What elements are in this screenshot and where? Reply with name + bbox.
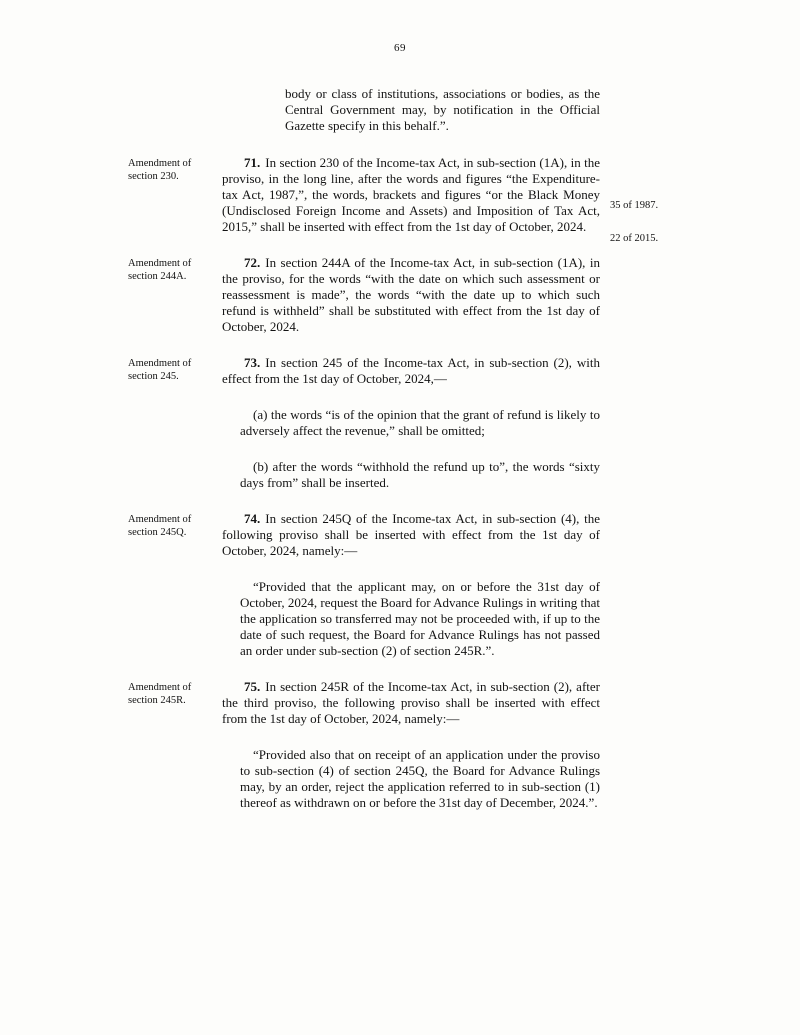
paragraph-75	[222, 679, 600, 727]
paragraph-number: 73.	[244, 355, 261, 370]
amendment-section-72	[128, 255, 800, 355]
proviso-245R: “Provided also that on receipt of an application under the proviso to sub-section (4) of section 245Q, the Board for Advance Rulings may, by an order, reject the application referred to in sub-section (1) thereof as withdrawn on or before the 31st day of December, 2024.”.	[240, 747, 600, 810]
clause-a: (a) the words “is of the opinion that the grant of refund is likely to adversely affect the revenue,” shall be omitted;	[240, 407, 600, 438]
paragraph-72	[222, 255, 600, 335]
margin-note-section-245R: Amendment of section 245R.	[128, 682, 192, 706]
citation-note-22-of-2015: 22 of 2015.	[610, 233, 659, 244]
section-content	[222, 511, 600, 679]
document-body	[0, 86, 800, 831]
section-content	[222, 355, 600, 511]
paragraph-71	[222, 155, 600, 235]
section-content	[222, 679, 600, 831]
paragraph-73	[222, 355, 600, 387]
amendment-section-74	[128, 511, 800, 679]
section-content	[222, 155, 659, 255]
margin-note-section-230: Amendment of section 230.	[128, 158, 192, 182]
amendment-section-75	[128, 679, 800, 831]
margin-note-section-244A: Amendment of section 244A.	[128, 258, 192, 282]
amendment-section-73	[128, 355, 800, 511]
paragraph-number: 75.	[244, 679, 261, 694]
section-content	[222, 255, 600, 355]
margin-note-section-245: Amendment of section 245.	[128, 358, 192, 382]
page-number: 69	[394, 42, 406, 54]
amendment-section-71	[128, 155, 800, 255]
paragraph-number: 74.	[244, 511, 261, 526]
proviso-245Q: “Provided that the applicant may, on or before the 31st day of October, 2024, request the Board for Advance Rulings in writing that the application so transferred may not be proceeded with, if up to the date of such request, the Board for Advance Rulings has not passed an order under sub-section (2) of section 245R.”.	[240, 579, 600, 658]
continuation-wrap	[128, 86, 800, 134]
clause-b: (b) after the words “withhold the refund up to”, the words “sixty days from” shall be inserted.	[240, 459, 600, 490]
continuation-paragraph: body or class of institutions, associations or bodies, as the Central Government may, by notification in the Official Gazette specify in this behalf.”.	[285, 86, 600, 133]
paragraph-74	[222, 511, 600, 559]
paragraph-text: In section 245 of the Income-tax Act, in sub-section (2), with effect from the 1st day of October, 2024,—	[222, 355, 600, 386]
paragraph-number: 72.	[244, 255, 261, 270]
paragraph-text: In section 245Q of the Income-tax Act, in sub-section (4), the following proviso shall be inserted with effect from the 1st day of October, 2024, namely:—	[222, 511, 600, 558]
citation-note-35-of-1987: 35 of 1987.	[610, 200, 659, 211]
margin-note-section-245Q: Amendment of section 245Q.	[128, 514, 192, 538]
paragraph-text: In section 230 of the Income-tax Act, in sub-section (1A), in the proviso, in the long line, after the words and figures “the Expenditure-tax Act, 1987,”, the words, brackets and figures “or the Black Money (Undisclosed Foreign Income and Assets) and Imposition of Tax Act, 2015,” shall be inserted with effect from the 1st day of October, 2024.	[222, 155, 600, 234]
paragraph-text: In section 245R of the Income-tax Act, in sub-section (2), after the third proviso, the following proviso shall be inserted with effect from the 1st day of October, 2024, namely:—	[222, 679, 600, 726]
paragraph-text: In section 244A of the Income-tax Act, in sub-section (1A), in the proviso, for the words “with the date on which such assessment or reassessment is made”, the words “with the date up to which such refund is withheld” shall be substituted with effect from the 1st day of October, 2024.	[222, 255, 600, 334]
paragraph-number: 71.	[244, 155, 261, 170]
